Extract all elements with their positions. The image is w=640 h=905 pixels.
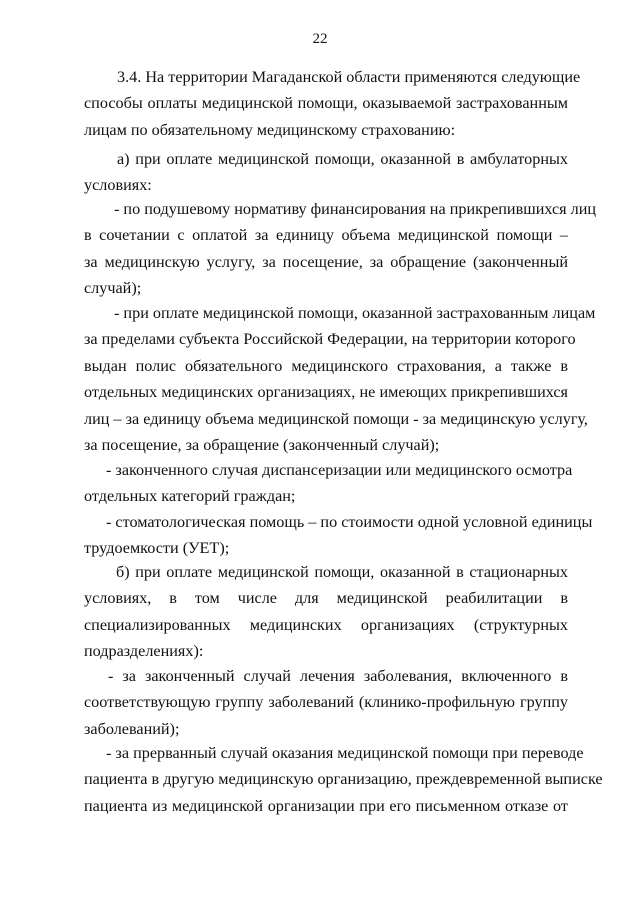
text-line: пациента в другую медицинскую организацию, преждевременной выписке	[84, 770, 603, 789]
text-line: условиях:	[84, 176, 152, 195]
text-line: - законченного случая диспансеризации или медицинского осмотра	[106, 461, 573, 479]
text-line: специализированных медицинских организациях (структурных	[84, 615, 568, 634]
paragraph-completed-case	[84, 663, 568, 742]
page-number: 22	[312, 31, 328, 47]
text-line: за пределами субъекта Российской Федерации, на территории которого	[84, 330, 576, 349]
text-line: выдан полис обязательного медицинского страхования, а также в	[84, 356, 568, 375]
text-line: б) при оплате медицинской помощи, оказанной в стационарных	[116, 563, 568, 581]
text-line: случай);	[84, 279, 142, 298]
text-line: - за прерванный случай оказания медицинской помощи при переводе	[106, 744, 584, 762]
text-line: в сочетании с оплатой за единицу объема медицинской помощи –	[84, 226, 568, 245]
paragraph-interrupted-case	[84, 740, 603, 819]
text-line: 3.4. На территории Магаданской области применяются следующие	[117, 68, 581, 86]
paragraph-capitation	[84, 196, 597, 302]
text-line: подразделениях):	[84, 642, 204, 661]
text-line: за посещение, за обращение (законченный случай);	[84, 436, 440, 455]
text-line: заболеваний);	[84, 719, 180, 738]
text-line: - по подушевому нормативу финансирования на прикрепившихся лиц	[114, 200, 597, 218]
text-line: трудоемкости (УЕТ);	[84, 539, 230, 558]
text-line: лиц – за единицу объема медицинской помощи - за медицинскую услугу,	[84, 409, 588, 428]
text-line: пациента из медицинской организации при его письменном отказе от	[84, 796, 568, 815]
paragraph-dispensary	[84, 457, 573, 510]
text-line: - за законченный случай лечения заболевания, включенного в	[108, 667, 568, 685]
paragraph-out-of-region	[84, 300, 596, 458]
text-line: отдельных категорий граждан;	[84, 487, 296, 506]
text-line: отдельных медицинских организациях, не имеющих прикрепившихся	[84, 383, 568, 402]
text-line: - при оплате медицинской помощи, оказанной застрахованным лицам	[114, 304, 596, 322]
text-line: условиях, в том числе для медицинской реабилитации в	[84, 589, 568, 608]
text-line: а) при оплате медицинской помощи, оказанной в амбулаторных	[117, 150, 568, 168]
paragraph-b	[84, 559, 568, 665]
paragraph-3-4	[84, 64, 581, 143]
text-line: соответствующую группу заболеваний (клинико-профильную группу	[84, 693, 568, 712]
text-line: за медицинскую услугу, за посещение, за обращение (законченный	[84, 252, 568, 271]
paragraph-a	[84, 146, 568, 199]
text-line: лицам по обязательному медицинскому страхованию:	[84, 120, 456, 139]
text-line: - стоматологическая помощь – по стоимости одной условной единицы	[106, 513, 593, 531]
text-line: способы оплаты медицинской помощи, оказываемой застрахованным	[84, 94, 568, 113]
paragraph-dental	[84, 509, 593, 562]
